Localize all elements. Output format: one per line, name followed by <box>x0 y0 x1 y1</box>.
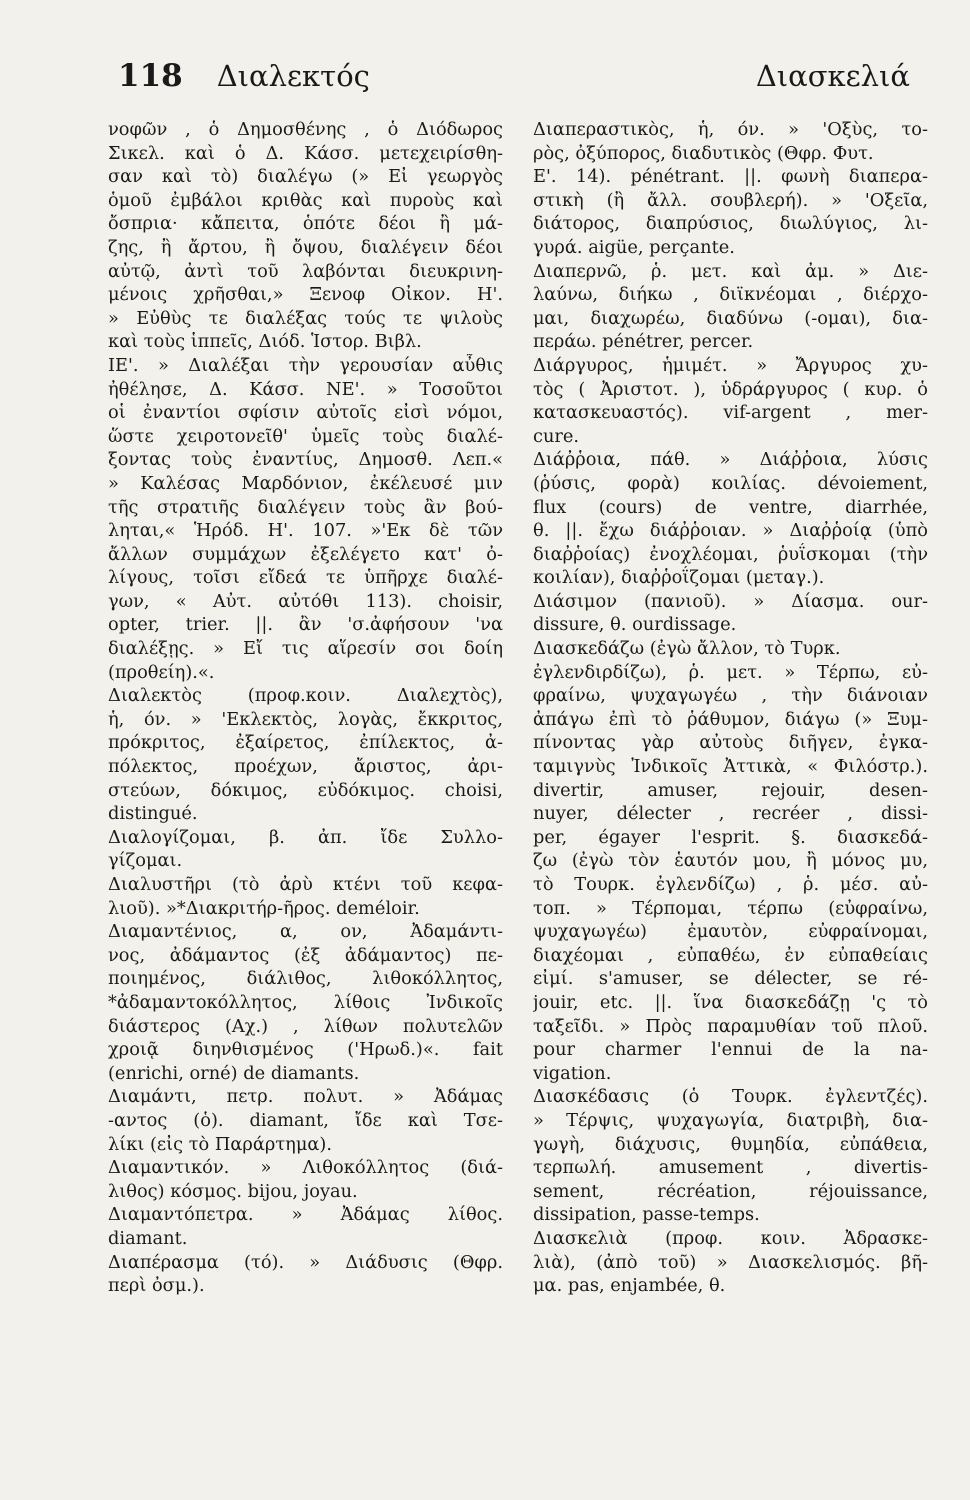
right-headword: Διασκελιά <box>755 59 910 93</box>
text-line: διαῤῥοίας) ἐνοχλέομαι, ῥυΐσκομαι (τὴν <box>533 543 928 565</box>
text-line: » Καλέσας Μαρδόνιον, ἐκέλευσέ μιν <box>108 472 503 494</box>
text-line: per, égayer l'esprit. §. διασκεδά- <box>533 826 928 848</box>
text-line: τοπ. » Τέρπομαι, τέρπω (εὐφραίνω, <box>533 897 928 919</box>
text-line: τὸς ( Ἀριστοτ. ), ὑδράργυρος ( κυρ. ὁ <box>533 378 928 400</box>
text-line: jouir, etc. ||. ἵνα διασκεδάζῃ 'ς τὸ <box>533 991 928 1013</box>
text-line: nuyer, délecter , recréer , dissi- <box>533 803 928 825</box>
text-line: ληται,« Ἡρόδ. Η'. 107. »'Εκ δὲ τῶν <box>108 520 503 542</box>
text-line: ὄσπρια· κἄπειτα, ὁπότε δέοι ἢ μά- <box>108 213 503 235</box>
text-line: χροιᾷ διηνθισμένος ('Ηρωδ.)«. fait <box>108 1039 503 1061</box>
text-line: » Εὐθὺς τε διαλέξας τούς τε ψιλοὺς <box>108 307 503 329</box>
text-line: cure. <box>533 425 580 447</box>
text-line: σαν καὶ τὸ) διαλέγω (» Εἰ γεωργὸς <box>108 166 503 188</box>
text-line: καὶ τοὺς ἱππεῖς, Διόδ. Ἱστορ. Βιβλ. <box>108 331 422 353</box>
text-line: φραίνω, ψυχαγωγέω , τὴν διάνοιαν <box>533 685 928 707</box>
text-line: λαύνω, διήκω , διϊκνέομαι , διέρχο- <box>533 284 928 306</box>
text-line: ὁμοῦ ἐμβάλοι κριθὰς καὶ πυροὺς καὶ <box>108 189 503 211</box>
text-line: λίκι (εἰς τὸ Παράρτημα). <box>108 1133 332 1155</box>
text-line: Διαμαντόπετρα. » Ἀδάμας λίθος. <box>108 1204 503 1226</box>
text-line: dissure, θ. ourdissage. <box>533 614 737 636</box>
text-line: Ε'. 14). pénétrant. ||. φωνὴ διαπερα- <box>533 166 928 188</box>
text-line: Διάσιμον (πανιοῦ). » Δίασμα. our- <box>533 590 928 612</box>
text-line: ἐγλενδιρδίζω), ῥ. μετ. » Τέρπω, εὐ- <box>533 661 928 683</box>
text-line: λιθος) κόσμος. bijou, joyau. <box>108 1180 358 1202</box>
text-line: διαλέξῃς. » Εἴ τις αἵρεσίν σοι δοίη <box>108 638 503 660</box>
left-column <box>108 118 503 1408</box>
text-line: Διαλογίζομαι, β. ἀπ. ἴδε Συλλο- <box>108 826 503 848</box>
text-line: Διαπεραστικὸς, ἡ, όν. » 'Οξὺς, το- <box>533 119 928 140</box>
text-line: sement, récréation, réjouissance, <box>533 1180 928 1202</box>
text-line: τῆς στρατιῆς διαλέγειν τοὺς ἂν βού- <box>108 496 503 518</box>
text-line: ἄλλων συμμάχων ἐξελέγετο κατ' ὀ- <box>108 543 503 565</box>
text-line: πίνοντας γὰρ αὐτοὺς διῆγεν, ἐγκα- <box>533 732 928 754</box>
header-left <box>118 58 370 94</box>
text-line: ψυχαγωγέω) ἐμαυτὸν, εὐφραίνομαι, <box>533 921 928 943</box>
running-header <box>118 58 910 108</box>
text-line: γων, « Αὐτ. αὐτόθι 113). choisir, <box>108 590 503 612</box>
text-line: ἠθέλησε, Δ. Κάσσ. ΝΕ'. » Τοσοῦτοι <box>108 378 503 400</box>
text-line: περὶ ὀσμ.). <box>108 1275 205 1297</box>
text-line: -αντος (ὁ). diamant, ἴδε καὶ Τσε- <box>108 1109 503 1131</box>
text-line: ξοντας τοὺς ἐναντίυς, Δημοσθ. Λεπ.« <box>108 449 503 471</box>
text-line: ἡ, όν. » 'Εκλεκτὸς, λογὰς, ἔκκριτος, <box>108 708 503 730</box>
text-line: vigation. <box>533 1062 612 1084</box>
text-line: εἰμί. s'amuser, se délecter, se ré- <box>533 968 928 990</box>
text-line: κατασκευαστός). vif-argent , mer- <box>533 402 928 424</box>
dictionary-body <box>108 118 928 1408</box>
text-line: νος, ἀδάμαντος (ἐξ ἀδάμαντος) πε- <box>108 944 503 966</box>
left-headword: Διαλεκτός <box>216 59 370 93</box>
text-line: distingué. <box>108 803 198 825</box>
text-line: *ἀδαμαντοκόλλητος, λίθοις Ἰνδικοῖς <box>108 991 503 1013</box>
text-line: (προθείη).«. <box>108 661 215 683</box>
text-line: opter, trier. ||. ἂν 'σ.ἀφήσουν 'να <box>108 614 503 636</box>
text-line: Διάῤῥοια, πάθ. » Διάῤῥοια, λύσις <box>533 449 928 471</box>
text-line: μένοις χρῆσθαι,» Ξενοφ Οἰκον. Η'. <box>108 284 503 306</box>
text-line: ταξεῖδι. » Πρὸς παραμυθίαν τοῦ πλοῦ. <box>533 1015 928 1037</box>
text-line: ρὸς, ὀξύπορος, διαδυτικὸς (Θφρ. Φυτ. <box>533 142 874 164</box>
text-line: περάω. pénétrer, percer. <box>533 331 754 353</box>
text-line: (ῥύσις, φορὰ) κοιλίας. dévoiement, <box>533 472 928 494</box>
text-line: » Τέρψις, ψυχαγωγία, διατριβὴ, δια- <box>533 1109 928 1131</box>
text-line: τερπωλή. amusement , divertis- <box>533 1157 928 1179</box>
text-line: Διαλεκτὸς (προφ.κοιν. Διαλεχτὸς), <box>108 685 503 707</box>
right-column <box>533 118 928 1408</box>
text-line: Διαπερνῶ, ῥ. μετ. καὶ ἀμ. » Διε- <box>533 260 928 282</box>
text-line: θ. ||. ἔχω διάῤῥοιαν. » Διαῤῥοίᾳ (ὑπὸ <box>533 520 928 542</box>
text-line: ὥστε χειροτονεῖθ' ὑμεῖς τοὺς διαλέ- <box>108 425 503 447</box>
page-number: 118 <box>118 58 183 94</box>
text-line: αὐτῷ, ἀντὶ τοῦ λαβόνται διευκρινη- <box>108 260 503 282</box>
text-line: νοφῶν , ὁ Δημοσθένης , ὁ Διόδωρος <box>108 119 503 140</box>
text-line: Σικελ. καὶ ὁ Δ. Κάσσ. μετεχειρίσθη- <box>108 142 503 164</box>
text-line: μαι, διαχωρέω, διαδύνω (-ομαι), δια- <box>533 307 928 329</box>
text-line: μα. pas, enjambée, θ. <box>533 1275 726 1297</box>
text-line: dissipation, passe-temps. <box>533 1204 760 1226</box>
text-line: Διάργυρος, ἡμιμέτ. » Ἄργυρος χυ- <box>533 354 928 376</box>
text-line: λίγους, τοῖσι εἴδεά τε ὑπῆρχε διαλέ- <box>108 567 503 589</box>
text-line: στικὴ (ἢ ἄλλ. σουβλερή). » 'Οξεῖα, <box>533 189 928 211</box>
text-line: γυρά. aigüe, perçante. <box>533 236 735 258</box>
text-line: διάτορος, διαπρύσιος, διωλύγιος, λι- <box>533 213 928 235</box>
text-line: Διαπέρασμα (τό). » Διάδυσις (Θφρ. <box>108 1251 503 1273</box>
text-line: λιὰ), (ἀπὸ τοῦ) » Διασκελισμός. βῆ- <box>533 1251 928 1273</box>
text-line: ζης, ἢ ἄρτου, ἢ ὄψου, διαλέγειν δέοι <box>108 236 503 258</box>
text-line: τὸ Τουρκ. ἐγλενδίζω) , ῥ. μέσ. αὐ- <box>533 874 928 895</box>
text-line: Διασκέδασις (ὁ Τουρκ. ἐγλεντζές). <box>533 1086 928 1108</box>
text-line: diamant. <box>108 1227 188 1249</box>
text-line: divertir, amuser, rejouir, desen- <box>533 779 928 801</box>
text-line: Διασκελιὰ (προφ. κοιν. Ἀδρασκε- <box>533 1227 928 1249</box>
text-line: Διαμαντικόν. » Λιθοκόλλητος (διά- <box>108 1157 503 1179</box>
text-line: λιοῦ). »*Διακριτήρ-ῆρος. deméloir. <box>108 897 420 919</box>
text-line: ΙΕ'. » Διαλέξαι τὴν γερουσίαν αὖθις <box>108 354 503 376</box>
text-line: ταμιγνὺς Ἰνδικοῖς Ἀττικὰ, « Φιλόστρ.). <box>533 756 928 778</box>
text-line: γωγὴ, διάχυσις, θυμηδία, εὐπάθεια, <box>533 1133 928 1155</box>
text-line: Διαμαντένιος, α, ον, Ἀδαμάντι- <box>108 921 503 943</box>
text-line: διάστερος (Αχ.) , λίθων πολυτελῶν <box>108 1015 503 1037</box>
text-line: ἀπάγω ἐπὶ τὸ ῥάθυμον, διάγω (» Ξυμ- <box>533 708 928 730</box>
text-line: γίζομαι. <box>108 850 183 872</box>
text-line: ποιημένος, διάλιθος, λιθοκόλλητος, <box>108 968 503 990</box>
text-line: Διαλυστῆρι (τὸ ἀρὺ κτένι τοῦ κεφα- <box>108 874 503 895</box>
text-line: Διασκεδάζω (ἐγὼ ἄλλον, τὸ Τυρκ. <box>533 638 841 660</box>
text-line: διαχέομαι , εὐπαθέω, ἐν εὐπαθείαις <box>533 944 928 966</box>
text-line: ζω (ἐγὼ τὸν ἑαυτόν μου, ἢ μόνος μυ, <box>533 850 928 872</box>
text-line: πόλεκτος, προέχων, ἄριστος, ἀρι- <box>108 756 503 778</box>
text-line: (enrichi, orné) de diamants. <box>108 1062 360 1084</box>
text-line: στεύων, δόκιμος, εὐδόκιμος. choisi, <box>108 779 503 801</box>
text-line: pour charmer l'ennui de la na- <box>533 1039 928 1061</box>
text-line: flux (cours) de ventre, diarrhée, <box>533 496 928 518</box>
text-line: πρόκριτος, ἐξαίρετος, ἐπίλεκτος, ἀ- <box>108 732 503 754</box>
text-line: Διαμάντι, πετρ. πολυτ. » Ἀδάμας <box>108 1086 503 1108</box>
text-line: κοιλίαν), διαῤῥοΐζομαι (μεταγ.). <box>533 567 825 589</box>
text-line: οἱ ἐναντίοι σφίσιν αὐτοῖς εἰσὶ νόμοι, <box>108 402 503 424</box>
